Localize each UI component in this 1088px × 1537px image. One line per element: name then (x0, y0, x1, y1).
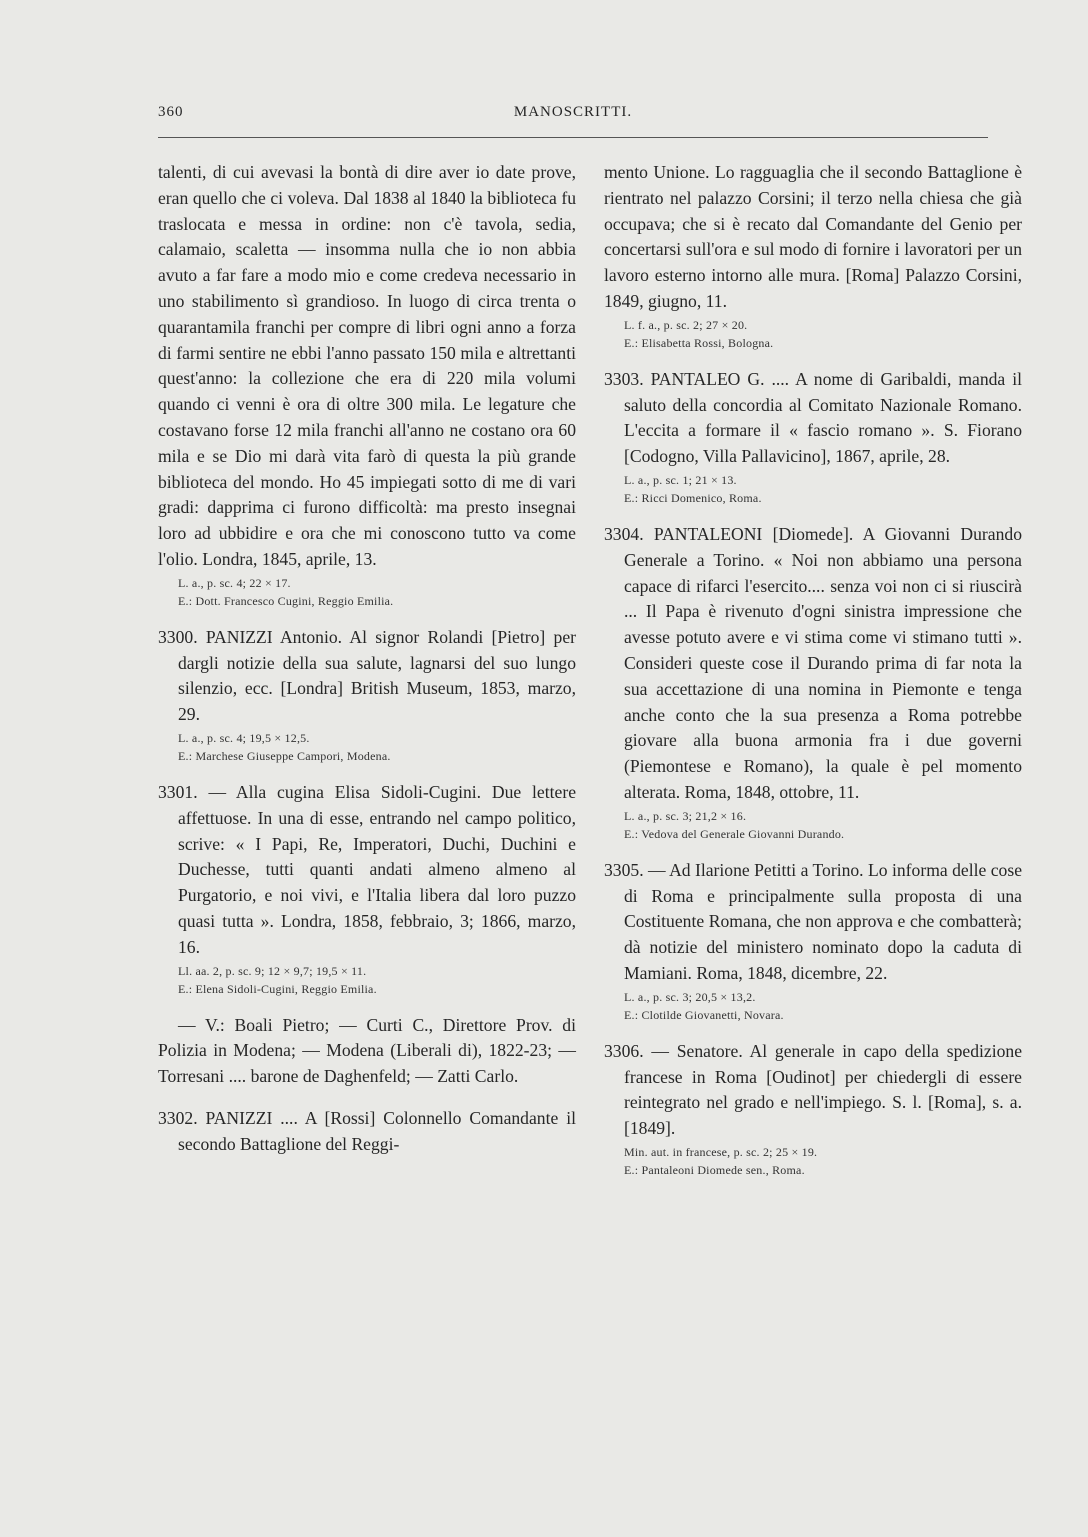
entry-note: E.: Elena Sidoli-Cugini, Reggio Emilia. (178, 981, 377, 996)
entry-note: E.: Ricci Domenico, Roma. (624, 490, 762, 505)
right-column (604, 160, 1022, 1178)
entry-note: L. a., p. sc. 3; 21,2 × 16. (624, 808, 747, 823)
entry-note: E.: Pantaleoni Diomede sen., Roma. (624, 1162, 805, 1177)
entry-3305: 3305. — Ad Ilarione Petitti a Torino. Lo informa delle cose di Roma e principalmente sulla proposta di una Costituente Romana, che non approva e che combatterà; dà notizie del ministero nominato dopo la caduta di Mamiani. Roma, 1848, dicembre, 22. (604, 859, 1022, 983)
entry-note: L. a., p. sc. 4; 22 × 17. (178, 575, 291, 590)
entry-continuation: talenti, di cui avevasi la bontà di dire aver io date prove, eran quello che ci voleva. Dal 1838 al 1840 la biblioteca fu traslocata e messa in ordine: non c'è tavola, sedia, calamaio, scaletta — insomma nulla che io non abbia avuto a far fare a modo mio e come credeva necessario in uno stabilimento sì grandioso. In luogo di circa trenta o quarantamila franchi per compre di libri ogni anno a forza di farmi sentire ne ebbi l'anno passato 150 mila e altrettanti quest'anno: la collezione che era di 220 mila volumi quando ci venni è ora di oltre 300 mila. Le legature che costavano forse 12 mila franchi all'anno ne costano ora 60 mila e se Dio mi darà vita farò di questa la più grande biblioteca del mondo. Ho 45 impiegati sotto di me di vari gradi: dapprima ci furono difficoltà: ma presto insegnai loro ad ubbidire e ora che mi conoscono tutto va come l'olio. Londra, 1845, aprile, 13. (158, 162, 576, 569)
header-rule (158, 137, 988, 138)
running-head: MANOSCRITTI. (513, 104, 633, 120)
entry-note: Ll. aa. 2, p. sc. 9; 12 × 9,7; 19,5 × 11. (178, 963, 367, 978)
entry-3300: 3300. PANIZZI Antonio. Al signor Rolandi [Pietro] per dargli notizie della sua salute, lagnarsi del suo lungo silenzio, ecc. [Londra] British Museum, 1853, marzo, 29. (158, 626, 576, 725)
left-column (158, 160, 576, 1158)
entry-continuation: mento Unione. Lo ragguaglia che il secondo Battaglione è rientrato nel palazzo Corsini; il terzo nella chiesa che già occupava; che si è recato dal Comandante del Genio per concertarsi sull'ora e sul modo di fornire i lavoratori per un lavoro esterno intorno alle mura. [Roma] Palazzo Corsini, 1849, giugno, 11. (604, 162, 1022, 311)
entry-note: E.: Clotilde Giovanetti, Novara. (624, 1007, 784, 1022)
entry-3302: 3302. PANIZZI .... A [Rossi] Colonnello Comandante il secondo Battaglione del Reggi- (158, 1107, 576, 1154)
entry-note: E.: Dott. Francesco Cugini, Reggio Emilia. (178, 593, 394, 608)
entry-note: E.: Marchese Giuseppe Campori, Modena. (178, 748, 391, 763)
page-number: 360 (158, 104, 184, 120)
entry-3301: 3301. — Alla cugina Elisa Sidoli-Cugini. Due lettere affettuose. In una di esse, entrando nel campo politico, scrive: « I Papi, Re, Imperatori, Duchi, Duchini e Duchesse, tutti quanti andati almeno almeno al Purgatorio, e noi vivi, e l'Italia libera dal loro puzzo quasi tutta ». Londra, 1858, febbraio, 3; 1866, marzo, 16. (158, 781, 576, 957)
entry-note: L. a., p. sc. 4; 19,5 × 12,5. (178, 730, 310, 745)
entry-3304: 3304. PANTALEONI [Diomede]. A Giovanni Durando Generale a Torino. « Noi non abbiamo una persona capace di rifarci l'esercito.... senza voi non ci si riuscirà ... Il Papa è rivenuto d'ogni sinistra impressione che avesse potuto avere e vi stima come vi stimano tutti ». Consideri queste cose il Durando prima di far nota la sua accettazione di una nomina in Piemonte e tenga anche conto che la sua presenza a Roma potrebbe giovare alla buona armonia fra i due governi (Piemontese e Romano), la quale è pel momento alterata. Roma, 1848, ottobre, 11. (604, 523, 1022, 802)
entry-note: E.: Vedova del Generale Giovanni Durando. (624, 826, 845, 841)
see-also-paragraph: — V.: Boali Pietro; — Curti C., Direttore Prov. di Polizia in Modena; — Modena (Liberali di), 1822-23; — Torresani .... barone de Daghenfeld; — Zatti Carlo. (158, 1014, 576, 1087)
entry-note: L. a., p. sc. 1; 21 × 13. (624, 472, 737, 487)
entry-note: Min. aut. in francese, p. sc. 2; 25 × 19. (624, 1144, 818, 1159)
entry-note: L. a., p. sc. 3; 20,5 × 13,2. (624, 989, 756, 1004)
entry-3303: 3303. PANTALEO G. .... A nome di Garibaldi, manda il saluto della concordia al Comitato Nazionale Romano. L'eccita a formare il « fascio romano ». S. Fiorano [Codogno, Villa Pallavicino], 1867, aprile, 28. (604, 368, 1022, 467)
entry-note: L. f. a., p. sc. 2; 27 × 20. (624, 317, 748, 332)
entry-3306: 3306. — Senatore. Al generale in capo della spedizione francese in Roma [Oudinot] per chiedergli di essere reintegrato nel grado e nell'impiego. S. l. [Roma], s. a. [1849]. (604, 1040, 1022, 1139)
page-header (158, 104, 988, 128)
entry-note: E.: Elisabetta Rossi, Bologna. (624, 335, 774, 350)
